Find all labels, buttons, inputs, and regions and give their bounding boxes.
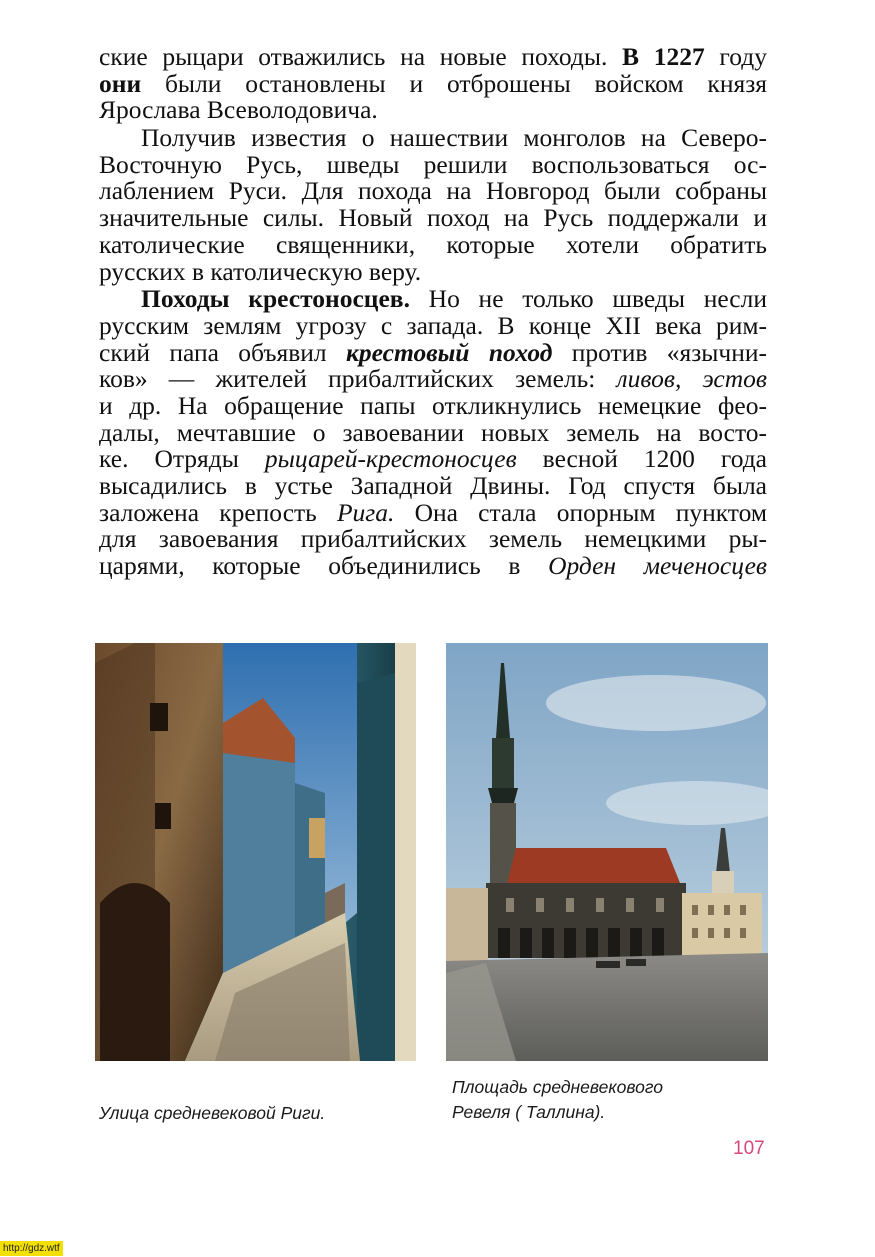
- tallinn-square-photo: [446, 643, 768, 1061]
- text-line: высадились в устье Западной Двины. Год спустя была: [99, 471, 767, 500]
- text-line: значительные силы. Новый поход на Русь поддержали и: [99, 203, 767, 233]
- riga-street-photo: [95, 643, 416, 1061]
- text-line: для завоевания прибалтийских земель немецкими ры-: [99, 524, 767, 554]
- body-text: [99, 44, 767, 580]
- text-line: ские рыцари отважились на новые походы. В 1227 году: [99, 42, 767, 71]
- text-line: они были остановлены и отброшены войском князя: [99, 68, 767, 98]
- text-line: Получив известия о нашествии монголов на Северо-: [141, 123, 767, 153]
- text-line: ский папа объявил крестовый поход против «язычни-: [99, 337, 768, 367]
- caption-line: Ревеля ( Таллина).: [452, 1102, 606, 1122]
- text-line: Ярослава Всеволодовича.: [99, 95, 378, 125]
- text-line: русских в католическую веру.: [99, 256, 422, 286]
- caption-riga: Улица средневековой Риги.: [99, 1103, 326, 1123]
- text-line: ке. Отряды рыцарей-крестоносцев весной 1200 года: [99, 444, 768, 474]
- text-line: далы, мечтавшие о завоевании новых земель на восто-: [99, 417, 767, 447]
- caption-tallinn: [452, 1075, 663, 1125]
- watermark-link[interactable]: http://gdz.wtf: [0, 1241, 63, 1256]
- text-line: царями, которые объединились в Орден меченосцев: [99, 551, 767, 581]
- page-number: 107: [733, 1138, 765, 1159]
- text-line: католические священники, которые хотели обратить: [99, 229, 767, 259]
- text-line: и др. На обращение папы откликнулись немецкие фео-: [99, 390, 767, 420]
- text-line: ков» — жителей прибалтийских земель: ливов, эстов: [99, 364, 767, 394]
- text-line: Походы крестоносцев. Но не только шведы несли: [141, 284, 767, 314]
- text-line: Восточную Русь, шведы решили воспользоваться ос-: [99, 149, 767, 179]
- caption-line: Площадь средневекового: [452, 1077, 664, 1097]
- text-line: заложена крепость Рига. Она стала опорным пунктом: [99, 497, 767, 527]
- section-heading: Походы крестоносцев.: [141, 284, 410, 314]
- text-line: лаблением Руси. Для похода на Новгород были собраны: [99, 176, 767, 206]
- text-line: русским землям угрозу с запада. В конце XII века рим-: [99, 310, 767, 340]
